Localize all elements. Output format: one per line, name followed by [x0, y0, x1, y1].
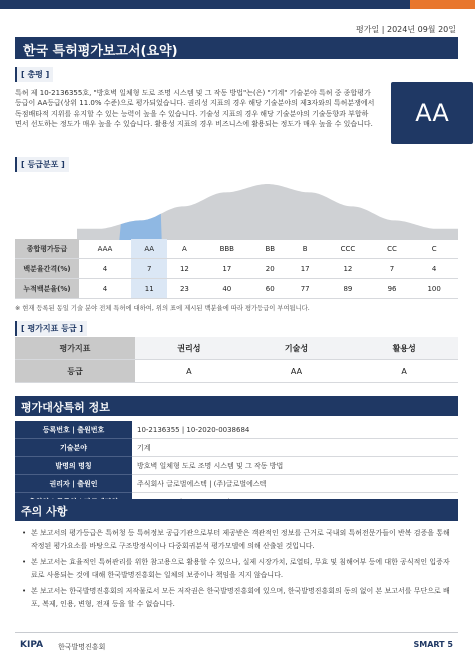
- cumulative-row-cell: 100: [410, 279, 458, 299]
- interval-row-cell: 17: [201, 259, 252, 279]
- top-bar-navy: [0, 0, 410, 9]
- interval-row-cell: 7: [374, 259, 411, 279]
- distribution-highlight-aa: [119, 214, 161, 240]
- notice-item-text: 본 보고서의 평가등급은 특허청 등 특허정보 공급기관으로부터 제공받은 객관적인 정보를 근거로 국내외 특허전문가들이 반복 검증을 통해 작정된 평가요소를 바탕으로 구조방정식이나 다중회귀분석 평가모델에 의해 산출된 것입니다.: [31, 529, 450, 550]
- notice-section-bar: [15, 499, 458, 521]
- report-title-bar: [15, 37, 458, 59]
- grade-row-cell: B: [288, 239, 322, 259]
- info-row: [15, 457, 458, 475]
- top-bar-orange: [410, 0, 475, 9]
- smart5-logo: SMART 5: [413, 640, 453, 649]
- summary-label: [ 총평 ]: [15, 67, 53, 82]
- cumulative-row-cell: 96: [374, 279, 411, 299]
- interval-row-cell: 12: [322, 259, 374, 279]
- info-label-rights-holder: 권리자 | 출원인: [15, 475, 132, 493]
- indicator-grade-rights: A: [135, 360, 243, 383]
- grade-row-cell: CCC: [322, 239, 374, 259]
- grade-row-cell: CC: [374, 239, 411, 259]
- row-label: 종합평가등급: [15, 239, 79, 259]
- notice-list: [22, 527, 454, 614]
- row-label: 백분율간격(%): [15, 259, 79, 279]
- grade-row-cell: C: [410, 239, 458, 259]
- distribution-note: ※ 현재 등록된 동일 기술 분야 전체 특허에 대하여, 위의 표에 제시된 백분율에 따라 평가등급이 부여됩니다.: [15, 305, 310, 312]
- indicators-label: [ 평가지표 등급 ]: [15, 321, 87, 336]
- notice-item: [22, 585, 454, 611]
- notice-item: [22, 527, 454, 553]
- info-value-tech-field: 기계: [132, 439, 458, 457]
- interval-row-cell: 12: [167, 259, 201, 279]
- evaluation-date: 평가일 | 2024년 09월 20일: [356, 25, 456, 34]
- grade-row: [15, 239, 458, 259]
- patent-info-section-bar: [15, 396, 458, 416]
- bullet-icon: •: [22, 558, 27, 566]
- report-title: 한국 특허평가보고서(요약): [23, 44, 178, 59]
- patent-info-title: 평가대상특허 정보: [21, 401, 110, 414]
- cumulative-row-cell: 23: [167, 279, 201, 299]
- indicator-grade-technology: AA: [243, 360, 351, 383]
- kipa-logo: KIPA: [20, 640, 44, 650]
- grade-row-cell: AAA: [79, 239, 131, 259]
- notice-item-text: 본 보고서는 한국발명진흥회의 저작물로서 모든 저작권은 한국발명진흥회에 있으며, 한국발명진흥회의 동의 없이 본 보고서를 무단으로 배포, 복제, 인용, 변형, 전재 등을 할 수 없습니다.: [31, 587, 450, 608]
- indicator-grade-label: 등급: [15, 360, 135, 383]
- info-label-tech-field: 기술분야: [15, 439, 132, 457]
- info-row: [15, 421, 458, 439]
- info-label-reg-number: 등록번호 | 출원번호: [15, 421, 132, 439]
- cumulative-row-cell: 77: [288, 279, 322, 299]
- indicator-col-utilization: 활용성: [350, 337, 458, 360]
- cumulative-row-cell: 11: [131, 279, 168, 299]
- bullet-icon: •: [22, 587, 27, 595]
- indicator-grade-utilization: A: [350, 360, 458, 383]
- indicator-head-label: 평가지표: [15, 337, 135, 360]
- cumulative-row-cell: 40: [201, 279, 252, 299]
- patent-info-table: [15, 421, 458, 511]
- notice-item: [22, 556, 454, 582]
- overall-grade-badge: AA: [391, 82, 473, 144]
- top-accent-bar: [0, 0, 475, 9]
- grade-row-cell: AA: [131, 239, 168, 259]
- info-label-invention-title: 발명의 명칭: [15, 457, 132, 475]
- cumulative-row-cell: 60: [252, 279, 288, 299]
- grade-row-cell: BB: [252, 239, 288, 259]
- distribution-label: [ 등급분포 ]: [15, 157, 69, 172]
- grade-row-cell: A: [167, 239, 201, 259]
- grade-row-cell: BBB: [201, 239, 252, 259]
- grade-distribution-chart: [15, 176, 458, 240]
- indicator-grade-row: [15, 360, 458, 383]
- notice-item-text: 본 보고서는 효율적인 특허관리를 위한 참고용으로 활용할 수 있으나, 실제 시장가치, 로열티, 무효 및 침해여부 등에 대한 공식적인 입증자료로 사용되는 것에 대해 한국발명진흥회는 일체의 보증이나 책임을 지지 않습니다.: [31, 558, 450, 579]
- cumulative-row-cell: 89: [322, 279, 374, 299]
- interval-row-cell: 20: [252, 259, 288, 279]
- info-value-rights-holder: 주식회사 글로벌에스텍 | (주)글로벌에스텍: [132, 475, 458, 493]
- interval-row-cell: 17: [288, 259, 322, 279]
- indicator-header-row: [15, 337, 458, 360]
- notice-title: 주의 사항: [21, 505, 68, 518]
- info-value-reg-number: 10-2136355 | 10-2020-0038684: [132, 421, 458, 439]
- row-label: 누적백분율(%): [15, 279, 79, 299]
- footer-divider: [15, 632, 458, 633]
- info-value-invention-title: 방호벽 일체형 도로 조명 시스템 및 그 작동 방법: [132, 457, 458, 475]
- interval-row: [15, 259, 458, 279]
- indicator-col-rights: 권리성: [135, 337, 243, 360]
- grade-distribution-table: [15, 239, 458, 299]
- bullet-icon: •: [22, 529, 27, 537]
- cumulative-row-cell: 4: [79, 279, 131, 299]
- interval-row-cell: 4: [79, 259, 131, 279]
- cumulative-row: [15, 279, 458, 299]
- indicator-col-technology: 기술성: [243, 337, 351, 360]
- summary-section: [15, 82, 458, 142]
- info-row: [15, 439, 458, 457]
- interval-row-cell: 4: [410, 259, 458, 279]
- indicator-grade-table: [15, 337, 458, 383]
- info-row: [15, 475, 458, 493]
- interval-row-cell: 7: [131, 259, 168, 279]
- summary-text: 특허 제 10-2136355호, "방호벽 일체형 도로 조명 시스템 및 그 작동 방법"는(은) "기계" 기술분야 특허 중 종합평가등급이 AA등급(상위 11.0% 수준)으로 평가되었습니다. 권리성 지표의 경우 해당 기술분야의 제3자와의 특허분쟁에서 독점배타적 지위를 유지할 수 있는 능력이 높을 수 있습니다. 기술성 지표의 경우 해당 기술분야의 기술동향과 부합하면서 선도하는 정도가 매우 높을 수 있습니다. 활용성 지표의 경우 비즈니스에 활용되는 정도가 매우 높을 수 있습니다.: [15, 89, 375, 129]
- kipa-name: 한국발명진흥회: [58, 643, 106, 651]
